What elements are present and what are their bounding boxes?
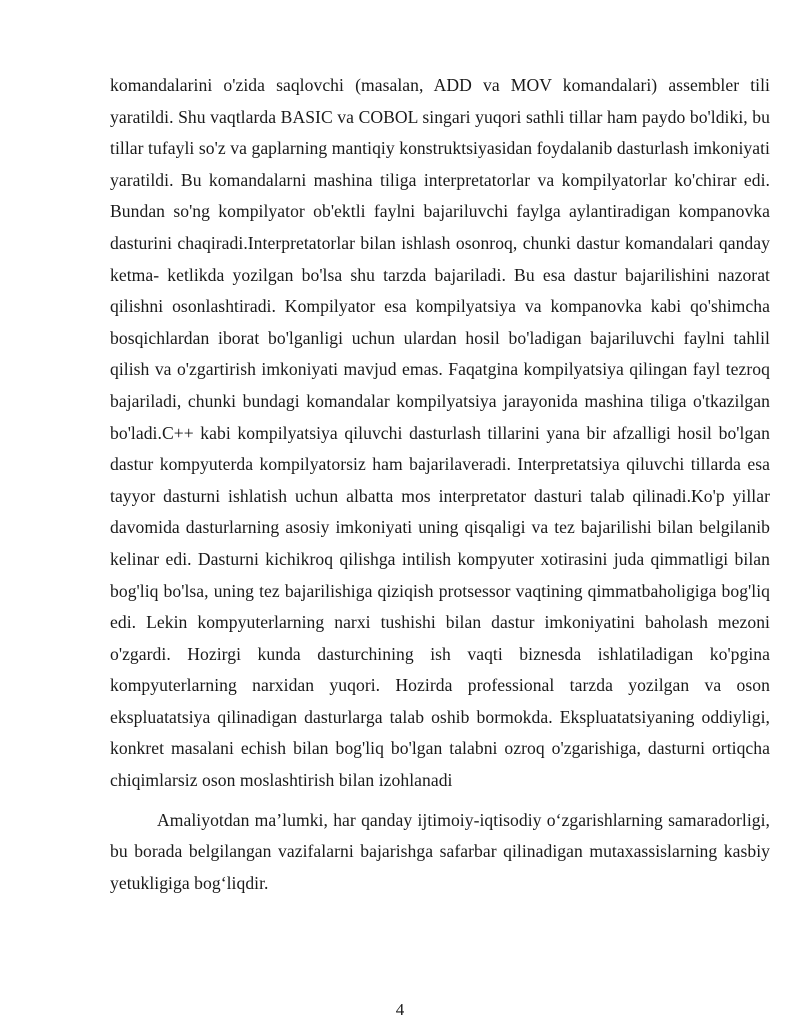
page-number: 4 — [395, 1000, 405, 1019]
body-paragraph-1: komandalarini o'zida saqlovchi (masalan, ADD va MOV komandalari) assembler tili yaratildi. Shu vaqtlarda BASIC va COBOL singari yuqori sathli tillar ham paydo bo'ldiki, bu tillar tufayli so'z va gaplarning mantiqiy konstruktsiyasidan foydalanib dasturlash imkoniyati yaratildi. Bu komandalarni mashina tiliga interpretatorlar va kompilyatorlar ko'chirar edi. Bundan so'ng kompilyator ob'ektli faylni bajariluvchi faylga aylantiradigan kompanovka dasturini chaqiradi.Interpretatorlar bilan ishlash osonroq, chunki dastur komandalari qanday ketma- ketlikda yozilgan bo'lsa shu tarzda bajariladi. Bu esa dastur bajarilishini nazorat qilishni osonlashtiradi. Kompilyator esa kompilyatsiya va kompanovka kabi qo'shimcha bosqichlardan iborat bo'lganligi uchun ulardan hosil bo'ladigan bajariluvchi faylni tahlil qilish va o'zgartirish imkoniyati mavjud emas. Faqatgina kompilyatsiya qilingan fayl tezroq bajariladi, chunki bundagi komandalar kompilyatsiya jarayonida mashina tiliga o'tkazilgan bo'ladi.C++ kabi kompilyatsiya qiluvchi dasturlash tillarini yana bir afzalligi hosil bo'lgan dastur kompyuterda kompilyatorsiz ham bajarilaveradi. Interpretatsiya qiluvchi tillarda esa tayyor dasturni ishlatish uchun albatta mos interpretator dasturi talab qilinadi.Ko'p yillar davomida dasturlarning asosiy imkoniyati uning qisqaligi va tez bajarilishi bilan belgilanib kelinar edi. Dasturni kichikroq qilishga intilish kompyuter xotirasini juda qimmatligi bilan bog'liq bo'lsa, uning tez bajarilishiga qiziqish protsessor vaqtining qimmatbaholigiga bog'liq edi. Lekin kompyuterlarning narxi tushishi bilan dastur imkoniyatini baholash mezoni o'zgardi. Hozirgi kunda dasturchining ish vaqti biznesda ishlatiladigan ko'pgina kompyuterlarning narxidan yuqori. Hozirda professional tarzda yozilgan va oson ekspluatatsiya qilinadigan dasturlarga talab oshib bormokda. Ekspluatatsiyaning oddiyligi, konkret masalani echish bilan bog'liq bo'lgan talabni ozroq o'zgarishiga, dasturni ortiqcha chiqimlarsiz oson moslashtirish bilan izohlanadi — [110, 75, 770, 791]
text-column — [110, 70, 770, 899]
body-paragraph-2: Amaliyotdan ma’lumki, har qanday ijtimoiy-iqtisodiy o‘zgarishlarning samaradorligi, bu borada belgilangan vazifalarni bajarishga safarbar qilinadigan mutaxassislarning kasbiy yetukligiga bog‘liqdir. — [110, 809, 770, 893]
